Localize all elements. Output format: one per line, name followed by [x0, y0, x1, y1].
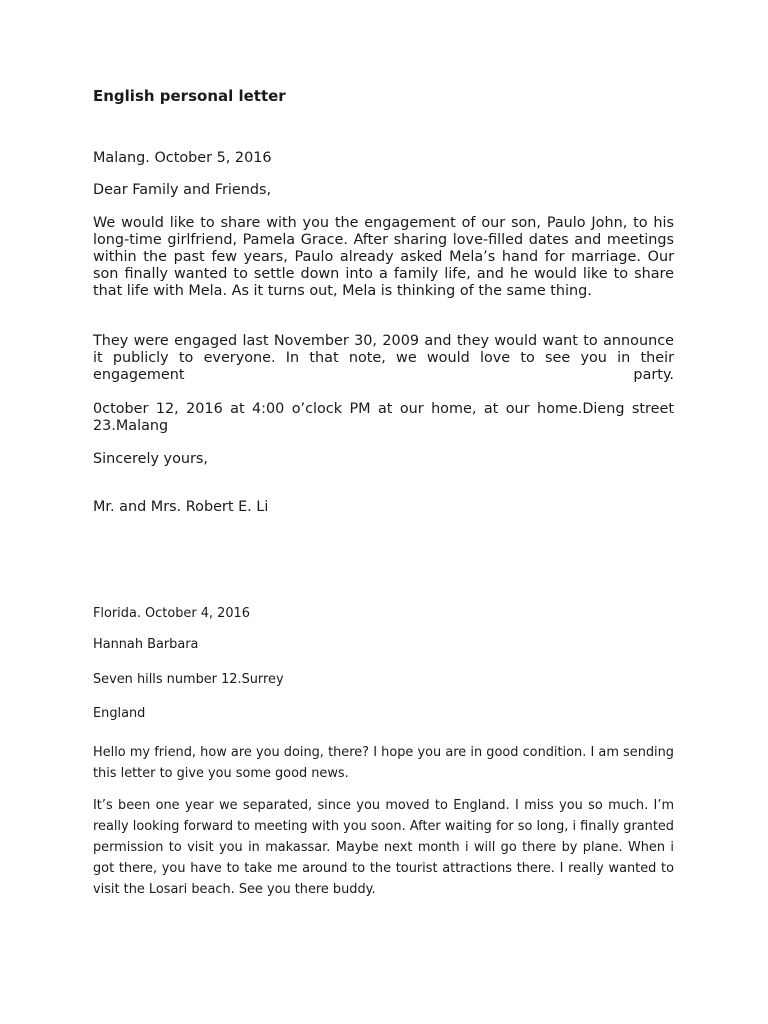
document-heading: English personal letter	[93, 87, 286, 105]
letter1-signature: Mr. and Mrs. Robert E. Li	[93, 499, 269, 515]
letter2-paragraph-2: It’s been one year we separated, since you moved to England. I miss you so much. I’m really looking forward to meeting with you soon. After waiting for so long, i finally granted permission to visit you in makassar. Maybe next month i will go there by plane. When i got there, you have to take me around to the tourist attractions there. I really wanted to visit the Losari beach. See you there buddy.	[93, 798, 674, 897]
letter1-paragraph-1: We would like to share with you the engagement of our son, Paulo John, to his long-time girlfriend, Pamela Grace. After sharing love-filled dates and meetings within the past few years, Paulo already asked Mela’s hand for marriage. Our son finally wanted to settle down into a family life, and he would like to share that life with Mela. As it turns out, Mela is thinking of the same thing.	[93, 215, 674, 299]
letter2-address-line-2: England	[93, 706, 146, 721]
letter2-recipient-name: Hannah Barbara	[93, 637, 199, 652]
letter1-place-date: Malang. October 5, 2016	[93, 150, 272, 166]
letter2-paragraph-1: Hello my friend, how are you doing, there? I hope you are in good condition. I am sending this letter to give you some good news.	[93, 745, 674, 781]
letter2-place-date: Florida. October 4, 2016	[93, 606, 250, 621]
letter1-salutation: Dear Family and Friends,	[93, 182, 272, 198]
letter1-paragraph-2: They were engaged last November 30, 2009 and they would want to announce it publicly to everyone. In that note, we would love to see you in their engagement party.	[93, 333, 674, 383]
letter1-paragraph-3: 0ctober 12, 2016 at 4:00 o’clock PM at our home, at our home.Dieng street 23.Malang	[93, 401, 674, 434]
letter2-address-line-1: Seven hills number 12.Surrey	[93, 672, 284, 687]
letter1-closing: Sincerely yours,	[93, 451, 208, 467]
